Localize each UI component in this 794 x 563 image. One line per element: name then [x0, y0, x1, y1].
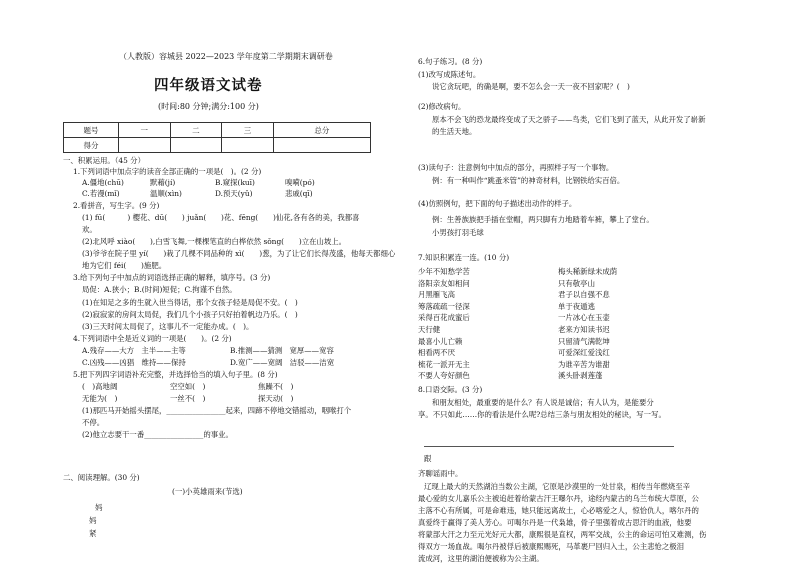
question-text: 1.下列词语中加点字的读音全部正确的一项是( )。(2 分)	[73, 167, 262, 176]
match-right-item[interactable]: 梅头稀新绿未成荫	[558, 267, 618, 276]
question-text: (3)三天时间太局促了，这事儿不一定能办成。( )。	[82, 322, 254, 331]
match-right-item[interactable]: 老来方知读书迟	[558, 325, 610, 334]
reading-label: 跟	[424, 454, 432, 463]
question-text: 欢。	[82, 225, 97, 234]
question-text: (2)修改病句。	[418, 102, 466, 111]
table-cell[interactable]	[222, 138, 274, 153]
match-left-item[interactable]: 相看两不厌	[418, 348, 455, 358]
question-text: 例：生善族族把手插在堂帽，两只脚有力地踏着车裤，攀上了堂台。	[432, 215, 654, 224]
question-text: 和朋友相处，最重要的是什么？有人说是诚信；有人认为，是能要分	[432, 398, 654, 407]
table-cell[interactable]	[170, 138, 222, 153]
table-cell: 二	[170, 123, 222, 138]
question-text: 例：有一种叫作“跳蚤米管”的神奇材料，比钢铁给实百倍。	[432, 176, 625, 185]
match-right-item[interactable]: 只有敬亭山	[558, 278, 595, 288]
table-cell: 总分	[273, 123, 370, 138]
page-title: 四年级语文试卷	[154, 77, 263, 94]
question-text: 5.把下列四字词语补充完整，并选择恰当的填入句子里。(8 分)	[73, 370, 278, 379]
vertical-char: 妈	[89, 516, 97, 525]
option-text: 嗅嗬(pó)	[285, 178, 315, 187]
match-left-item[interactable]: 不要人夸好颜色	[418, 371, 470, 381]
match-right-item[interactable]: 溪头卧剥莲蓬	[558, 371, 603, 381]
match-right-item[interactable]: 单于夜遁逃	[558, 301, 595, 311]
question-text: (3)读句子：注意例句中加点的部分，再照样子写一个事物。	[418, 163, 614, 172]
word-item: 焦躁不( )	[258, 382, 294, 391]
question-text: 的生活天地。	[432, 127, 477, 136]
score-table-header-row	[64, 123, 371, 138]
table-cell[interactable]	[119, 138, 171, 153]
passage-line: 辽现上最大的天然湖泊当数公主湖，它原是沙漠里的一处甘泉，相传当年燃烧至辛	[424, 482, 691, 491]
exam-source: （人教版）容城县 2022—2023 学年度第二学期期末调研卷	[119, 52, 333, 61]
option-text: 温顺(xìn)	[150, 189, 182, 198]
question-text: (1)那匹马开始摇头摆尾，________________起来，四蹄不停地交错摇动，咽喉打个	[82, 406, 352, 415]
word-item: ( )高地阔	[82, 382, 118, 391]
match-left-item[interactable]: 天行健	[418, 325, 441, 334]
option-text: D.预天(yǔ)	[215, 189, 253, 198]
table-cell: 三	[222, 123, 274, 138]
option-text: A.僵地(chū)	[82, 178, 124, 187]
option-text: A.残存——大方 主半——主等	[82, 346, 186, 355]
match-left-item[interactable]: 洛阳亲友如相问	[418, 278, 470, 288]
passage-line: 最心爱的女儿嘉乐公主被追赶着给蒙古汗王曝尔丹，途经内蒙古的乌兰布统大草原，公	[418, 494, 699, 503]
match-left-item[interactable]: 筹落疏疏一径深	[418, 301, 470, 311]
question-text: (1)改写成陈述句。	[418, 70, 481, 79]
question-text: 原本不会飞的恐龙最终变成了天之骄子——鸟类，它们飞到了蓝天，从此开发了崭新	[432, 115, 706, 124]
table-cell: 一	[119, 123, 171, 138]
table-cell: 题号	[64, 123, 119, 138]
score-table	[63, 122, 371, 153]
option-text: C.若漫(mǐ)	[82, 189, 120, 198]
option-text: B.推测——猜测 宽厚——宽容	[230, 346, 334, 355]
word-item: 空空如( )	[170, 382, 206, 391]
vertical-char: 妈	[95, 503, 103, 512]
section-heading: 二、阅读理解。(30 分)	[63, 473, 140, 482]
word-item: 一丝不( )	[170, 394, 206, 403]
score-table-score-row	[64, 138, 371, 153]
question-text: (1) fū( ) 樱花、dū( ) juǎn( )花、fēng( )仙花,各有各的美，我都喜	[82, 213, 360, 222]
question-text: 3.给下列句子中加点的词语选择正确的解释，填序号。(3 分)	[73, 273, 271, 282]
match-left-item[interactable]: 采得百花成蜜后	[418, 313, 470, 323]
table-cell: 得分	[64, 138, 119, 153]
question-text: 8.口语交际。(3 分)	[418, 385, 483, 394]
time-score: (时间:80 分钟;满分:100 分)	[158, 102, 259, 111]
question-text: 享。不只如此……你的看法是什么呢?总结三条与朋友相处的秘诀，写一写。	[418, 410, 666, 419]
answer-line	[424, 446, 674, 447]
match-left-item[interactable]: 少年不知愁学苦	[418, 267, 470, 276]
reading-label: 齐聊谣雨中。	[418, 469, 463, 478]
question-text: (1)在知足之多的生就入世当得话，那个女孩子轻是局促不安。( )	[82, 298, 298, 307]
option-text: B.窥探(kuī)	[215, 178, 255, 187]
question-text: 小男孩打羽毛球	[432, 228, 484, 237]
match-right-item[interactable]: 可爱深红爱浅红	[558, 348, 610, 358]
match-right-item[interactable]: 为谁辛苦为谁甜	[558, 359, 610, 369]
section-heading: 一、积累运用。（45 分）	[63, 156, 145, 165]
question-text: 地为它们 féi( )施肥。	[82, 261, 167, 270]
table-cell[interactable]	[273, 138, 370, 153]
vertical-char: 紧	[89, 529, 97, 538]
passage-line: 流成河，这里的湖泊便被称为公主湖。	[418, 554, 544, 563]
match-right-item[interactable]: 君子以自强不息	[558, 290, 610, 300]
word-item: 探天动( )	[258, 394, 294, 403]
match-left-item[interactable]: 月黑雁飞高	[418, 290, 455, 300]
option-text: C.凶残——凶猖 维持——保持	[82, 358, 186, 367]
question-text: (2)他立志要干一番________________的事业。	[82, 430, 233, 439]
question-text: (3)爷爷在院子里 yí( )栽了几棵不同品种的 xì( )葱，为了让它们长得茂盛，他每天都细心	[82, 249, 396, 258]
passage-line: 主落不心有所属，可是命难违，她只能远离故土，心必喀爱之人，惊恰仇人，喀尔丹的	[418, 506, 699, 515]
question-text: 6.句子练习。(8 分)	[418, 57, 483, 66]
definition-text: 局促：A.狭小；B.(时间)短促；C.拘谨不自然。	[82, 285, 237, 294]
word-item: 无能为( )	[82, 394, 118, 403]
question-text: 说它贪玩吧，的确是啊，要不怎么会一天一夜不回家呢？( )	[432, 82, 630, 91]
option-text: 默藉(jí)	[150, 178, 176, 187]
option-text: D.宽广——宽阔 洁驳——洁宽	[230, 358, 335, 367]
passage-line: 真爱终于赢得了美人芳心。可喝尔丹是一代枭雄，骨子里强着成古思汗的血液，他要	[418, 518, 692, 527]
match-right-item[interactable]: 一片冰心在玉壶	[558, 313, 610, 323]
question-text: (4)仿照例句，把下面的句子描述出动作的样子。	[418, 199, 577, 208]
option-text: 悲戚(qī)	[285, 189, 313, 198]
question-text: 7.知识积累连一连。(10 分)	[418, 253, 510, 262]
match-right-item[interactable]: 只留清气满乾坤	[558, 336, 610, 346]
passage-line: 得双方一场血战。喝尔丹被俘后被康熙赐死，马革裹尸回归入土，公主悲怆之极泪	[418, 542, 685, 551]
reading-title: (一)小英雄雨来(节选)	[172, 487, 243, 496]
match-left-item[interactable]: 梳花一派开无主	[418, 359, 470, 369]
match-left-item[interactable]: 最喜小儿亡赖	[418, 336, 463, 346]
question-text: 4.下列词语中全是近义词的一项是( )。(2 分)	[73, 334, 232, 343]
question-text: (2)北风呼 xiào( ),白雪飞舞,一棵棵笔直的白桦依然 sǒng( )立在山坡上。	[82, 237, 347, 246]
passage-line: 将蒙部大汗之力至元光好元大都，康熙很是直权，两军交战，公主的命运可怕又难测，伤	[418, 530, 707, 539]
question-text: 2.看拼音，写生字。(9 分)	[73, 201, 160, 210]
question-text: (2)寂寂家的房间太局促，我们几个小孩子只好拍着帆边乃乐。( )	[82, 310, 298, 319]
question-text: 不停。	[82, 418, 105, 427]
